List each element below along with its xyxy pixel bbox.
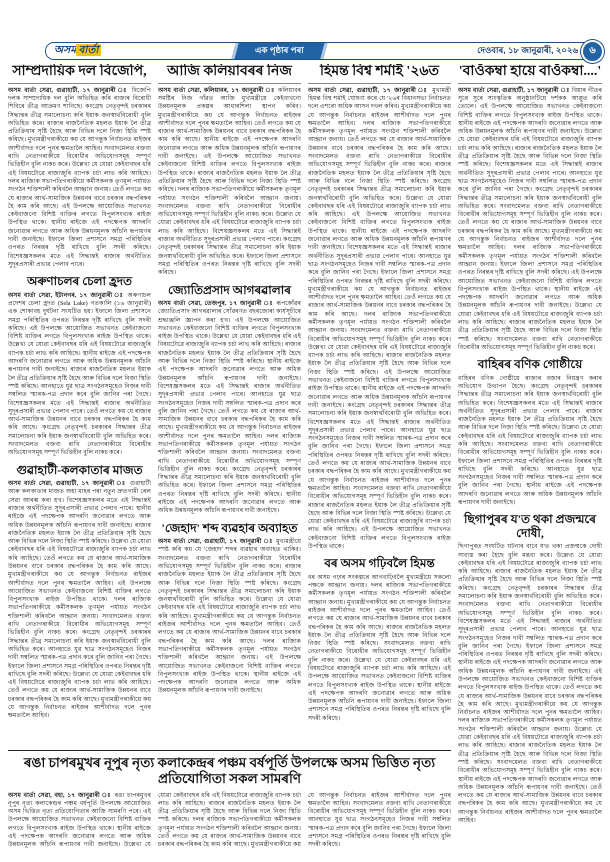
article-headline: আজি কলিয়াবৰৰ নিজ (158, 64, 301, 84)
masthead-word-2: বাৰ্তা (78, 43, 99, 56)
article-body: অসম বাৰ্তা সেৱা, গুৱাহাটী, ১৭ জানুৱাৰী ঃ গুৱাহাটী আৰু কলকাতাৰ মাজত অহা মাহৰ পৰা নতুন দ্ৰুতগামী ৰেল সেৱা আৰম্ভ কৰা হ'ব। বিশেষজ্ঞসকলৰ মতে এই সিদ্ধান্তই ৰাজ্যৰ অৰ্থনীতিত সুদূৰপ্ৰসাৰী প্ৰভাৱ পেলাব পাৰে। স্থানীয় ৰাইজে এই পদক্ষেপক আদৰণি জনোৱাৰ লগতে আৰু অধিক উন্নয়নমূলক আঁচনি ৰূপায়ণৰ দাবী জনাইছে। ৰাজ্যৰ ৰাজনৈতিক মহলত ইয়াক লৈ তীব্ৰ প্ৰতিক্ৰিয়াৰ সৃষ্টি হৈছে আৰু বিভিন্ন দলে নিজা স্থিতি স্পষ্ট কৰিছে। উল্লেখ্য যে যোৱা কেইবাবছৰ ধৰি এই বিষয়টোৱে ৰাজ্যজুৰি ব্যাপক চৰ্চা লাভ কৰি আহিছে। তেওঁ লগতে কয় যে ৰাজ্যৰ আৰ্থ-সামাজিক উন্নয়নৰ বাবে চৰকাৰ বদ্ধপৰিকৰ হৈ কাম কৰি আছে। মুখ্যমন্ত্ৰীগৰাকীয়ে কয় যে আগন্তুক নিৰ্বাচনত ৰাইজৰ আশীৰ্বাদত দলে পুনৰ ক্ষমতালৈ আহিব। এই উপলক্ষে আয়োজিত সভাখনত কেইবাজনো বিশিষ্ট ব্যক্তিৰ লগতে বিপুলসংখ্যক ৰাইজ উপস্থিত থাকে। দলৰ ৰাজ্যিক সভাপতিগৰাকীয়ে কৰ্মীসকলক তৃণমূল পৰ্যায়ত সংগঠন শক্তিশালী কৰিবলৈ আহ্বান জনায়। সংবাদমেলত বক্তব্য ৰাখি নেতাগৰাকীয়ে বিৰোধীৰ অভিযোগসমূহ সম্পূৰ্ণ ভিত্তিহীন বুলি নাকচ কৰে। কংগ্ৰেছ নেতৃবৃন্দই চৰকাৰৰ সিদ্ধান্তৰ তীব্ৰ সমালোচনা কৰি ইয়াক জনস্বাৰ্থবিৰোধী বুলি অভিহিত কৰে। আনহাতে যুৱ ছাত্ৰ সংগঠনসমূহেও নিজৰ দাবী সম্বলিত স্মাৰক-পত্ৰ প্ৰদান কৰে বুলি জানিব পৰা গৈছে। ইফালে জিলা প্ৰশাসনে সমগ্ৰ পৰিস্থিতিৰ ওপৰত নিৰন্তৰ দৃষ্টি ৰাখিছে বুলি সদৰী কৰিছে। উল্লেখ্য যে যোৱা কেইবাবছৰ ধৰি এই বিষয়টোৱে ৰাজ্যজুৰি ব্যাপক চৰ্চা লাভ কৰি আহিছে। তেওঁ লগতে কয় যে ৰাজ্যৰ আৰ্থ-সামাজিক উন্নয়নৰ বাবে চৰকাৰ বদ্ধপৰিকৰ হৈ কাম কৰি আছে। মুখ্যমন্ত্ৰীগৰাকীয়ে কয় যে আগন্তুক নিৰ্বাচনত ৰাইজৰ আশীৰ্বাদত দলে পুনৰ ক্ষমতালৈ আহিব। (8, 480, 151, 720)
header-divider-right (316, 43, 332, 59)
article-subhead: 'জেহাদ' শব্দ ব্যৱহাৰ অব্যাহত (161, 520, 298, 535)
article-body: অসম বাৰ্তা সেৱা, গুৱাহাটী, ১৭ জানুৱাৰী ঃ বিজেপি দলক সাম্প্ৰদায়িক দল বুলি অভিহিত কৰি ৰাজ্যৰ বিৰোধী শিবিৰে তীব্ৰ আক্ৰমণ শানিছে। কংগ্ৰেছ নেতৃবৃন্দই চৰকাৰৰ সিদ্ধান্তৰ তীব্ৰ সমালোচনা কৰি ইয়াক জনস্বাৰ্থবিৰোধী বুলি অভিহিত কৰে। ৰাজ্যৰ ৰাজনৈতিক মহলত ইয়াক লৈ তীব্ৰ প্ৰতিক্ৰিয়াৰ সৃষ্টি হৈছে আৰু বিভিন্ন দলে নিজা স্থিতি স্পষ্ট কৰিছে। মুখ্যমন্ত্ৰীগৰাকীয়ে কয় যে আগন্তুক নিৰ্বাচনত ৰাইজৰ আশীৰ্বাদত দলে পুনৰ ক্ষমতালৈ আহিব। সংবাদমেলত বক্তব্য ৰাখি নেতাগৰাকীয়ে বিৰোধীৰ অভিযোগসমূহ সম্পূৰ্ণ ভিত্তিহীন বুলি নাকচ কৰে। উল্লেখ্য যে যোৱা কেইবাবছৰ ধৰি এই বিষয়টোৱে ৰাজ্যজুৰি ব্যাপক চৰ্চা লাভ কৰি আহিছে। দলৰ ৰাজ্যিক সভাপতিগৰাকীয়ে কৰ্মীসকলক তৃণমূল পৰ্যায়ত সংগঠন শক্তিশালী কৰিবলৈ আহ্বান জনায়। তেওঁ লগতে কয় যে ৰাজ্যৰ আৰ্থ-সামাজিক উন্নয়নৰ বাবে চৰকাৰ বদ্ধপৰিকৰ হৈ কাম কৰি আছে। এই উপলক্ষে আয়োজিত সভাখনত কেইবাজনো বিশিষ্ট ব্যক্তিৰ লগতে বিপুলসংখ্যক ৰাইজ উপস্থিত থাকে। স্থানীয় ৰাইজে এই পদক্ষেপক আদৰণি জনোৱাৰ লগতে আৰু অধিক উন্নয়নমূলক আঁচনি ৰূপায়ণৰ দাবী জনাইছে। ইফালে জিলা প্ৰশাসনে সমগ্ৰ পৰিস্থিতিৰ ওপৰত নিৰন্তৰ দৃষ্টি ৰাখিছে বুলি সদৰী কৰিছে। বিশেষজ্ঞসকলৰ মতে এই সিদ্ধান্তই ৰাজ্যৰ অৰ্থনীতিত সুদূৰপ্ৰসাৰী প্ৰভাৱ পেলাব পাৰে। (8, 86, 151, 268)
article-body: ছিগাপুৰত সংঘটিত ঘটনাৰ বাবে য'ত থকা প্ৰজন্মকে দোষী সাব্যস্ত কৰা হৈছে বুলি মন্তব্য কৰে। উল্লেখ্য যে যোৱা কেইবাবছৰ ধৰি এই বিষয়টোৱে ৰাজ্যজুৰি ব্যাপক চৰ্চা লাভ কৰি আহিছে। ৰাজ্যৰ ৰাজনৈতিক মহলত ইয়াক লৈ তীব্ৰ প্ৰতিক্ৰিয়াৰ সৃষ্টি হৈছে আৰু বিভিন্ন দলে নিজা স্থিতি স্পষ্ট কৰিছে। কংগ্ৰেছ নেতৃবৃন্দই চৰকাৰৰ সিদ্ধান্তৰ তীব্ৰ সমালোচনা কৰি ইয়াক জনস্বাৰ্থবিৰোধী বুলি অভিহিত কৰে। সংবাদমেলত বক্তব্য ৰাখি নেতাগৰাকীয়ে বিৰোধীৰ অভিযোগসমূহ সম্পূৰ্ণ ভিত্তিহীন বুলি নাকচ কৰে। বিশেষজ্ঞসকলৰ মতে এই সিদ্ধান্তই ৰাজ্যৰ অৰ্থনীতিত সুদূৰপ্ৰসাৰী প্ৰভাৱ পেলাব পাৰে। আনহাতে যুৱ ছাত্ৰ সংগঠনসমূহেও নিজৰ দাবী সম্বলিত স্মাৰক-পত্ৰ প্ৰদান কৰে বুলি জানিব পৰা গৈছে। ইফালে জিলা প্ৰশাসনে সমগ্ৰ পৰিস্থিতিৰ ওপৰত নিৰন্তৰ দৃষ্টি ৰাখিছে বুলি সদৰী কৰিছে। স্থানীয় ৰাইজে এই পদক্ষেপক আদৰণি জনোৱাৰ লগতে আৰু অধিক উন্নয়নমূলক আঁচনি ৰূপায়ণৰ দাবী জনাইছে। এই উপলক্ষে আয়োজিত সভাখনত কেইবাজনো বিশিষ্ট ব্যক্তিৰ লগতে বিপুলসংখ্যক ৰাইজ উপস্থিত থাকে। তেওঁ লগতে কয় যে ৰাজ্যৰ আৰ্থ-সামাজিক উন্নয়নৰ বাবে চৰকাৰ বদ্ধপৰিকৰ হৈ কাম কৰি আছে। মুখ্যমন্ত্ৰীগৰাকীয়ে কয় যে আগন্তুক নিৰ্বাচনত ৰাইজৰ আশীৰ্বাদত দলে পুনৰ ক্ষমতালৈ আহিব। দলৰ ৰাজ্যিক সভাপতিগৰাকীয়ে কৰ্মীসকলক তৃণমূল পৰ্যায়ত সংগঠন শক্তিশালী কৰিবলৈ আহ্বান জনায়। উল্লেখ্য যে যোৱা কেইবাবছৰ ধৰি এই বিষয়টোৱে ৰাজ্যজুৰি ব্যাপক চৰ্চা লাভ কৰি আহিছে। ৰাজ্যৰ ৰাজনৈতিক মহলত ইয়াক লৈ তীব্ৰ প্ৰতিক্ৰিয়াৰ সৃষ্টি হৈছে আৰু বিভিন্ন দলে নিজা স্থিতি স্পষ্ট কৰিছে। সংবাদমেলত বক্তব্য ৰাখি নেতাগৰাকীয়ে বিৰোধীৰ অভিযোগসমূহ সম্পূৰ্ণ ভিত্তিহীন বুলি নাকচ কৰে। স্থানীয় ৰাইজে এই পদক্ষেপক আদৰণি জনোৱাৰ লগতে আৰু অধিক উন্নয়নমূলক আঁচনি ৰূপায়ণৰ দাবী জনাইছে। তেওঁ লগতে কয় যে ৰাজ্যৰ আৰ্থ-সামাজিক উন্নয়নৰ বাবে চৰকাৰ বদ্ধপৰিকৰ হৈ কাম কৰি আছে। মুখ্যমন্ত্ৰীগৰাকীয়ে কয় যে আগন্তুক নিৰ্বাচনত ৰাইজৰ আশীৰ্বাদত দলে পুনৰ ক্ষমতালৈ আহিব। (458, 543, 602, 825)
article-dateline: অসম বাৰ্তা সেৱা, গুৱাহাটী, ১৭ জানুৱাৰী ঃ (8, 86, 132, 94)
article-body: বৰ অসম গঢ়াৰ সংকল্পৰে আগবাঢ়িবলৈ মুখ্যমন্ত্ৰীয়ে সকলো পক্ষকে আহ্বান জনায়। দলৰ ৰাজ্যিক সভাপতিগৰাকীয়ে কৰ্মীসকলক তৃণমূল পৰ্যায়ত সংগঠন শক্তিশালী কৰিবলৈ আহ্বান জনায়। মুখ্যমন্ত্ৰীগৰাকীয়ে কয় যে আগন্তুক নিৰ্বাচনত ৰাইজৰ আশীৰ্বাদত দলে পুনৰ ক্ষমতালৈ আহিব। তেওঁ লগতে কয় যে ৰাজ্যৰ আৰ্থ-সামাজিক উন্নয়নৰ বাবে চৰকাৰ বদ্ধপৰিকৰ হৈ কাম কৰি আছে। ৰাজ্যৰ ৰাজনৈতিক মহলত ইয়াক লৈ তীব্ৰ প্ৰতিক্ৰিয়াৰ সৃষ্টি হৈছে আৰু বিভিন্ন দলে নিজা স্থিতি স্পষ্ট কৰিছে। সংবাদমেলত বক্তব্য ৰাখি নেতাগৰাকীয়ে বিৰোধীৰ অভিযোগসমূহ সম্পূৰ্ণ ভিত্তিহীন বুলি নাকচ কৰে। উল্লেখ্য যে যোৱা কেইবাবছৰ ধৰি এই বিষয়টোৱে ৰাজ্যজুৰি ব্যাপক চৰ্চা লাভ কৰি আহিছে। এই উপলক্ষে আয়োজিত সভাখনত কেইবাজনো বিশিষ্ট ব্যক্তিৰ লগতে বিপুলসংখ্যক ৰাইজ উপস্থিত থাকে। স্থানীয় ৰাইজে এই পদক্ষেপক আদৰণি জনোৱাৰ লগতে আৰু অধিক উন্নয়নমূলক আঁচনি ৰূপায়ণৰ দাবী জনাইছে। ইফালে জিলা প্ৰশাসনে সমগ্ৰ পৰিস্থিতিৰ ওপৰত নিৰন্তৰ দৃষ্টি ৰাখিছে বুলি সদৰী কৰিছে। (308, 573, 451, 722)
article-dateline: অসম বাৰ্তা সেৱা, বহা, ১৭ জানুৱাৰী ঃ (8, 791, 115, 799)
banner-body (8, 792, 451, 851)
article-dateline: অসম বাৰ্তা সেৱা, ইটানগৰ, ১৭ জানুৱাৰী ঃ (8, 291, 128, 299)
column-2 (158, 64, 301, 747)
bottom-banner-article (8, 750, 451, 856)
masthead (46, 43, 227, 59)
article-subhead: বাহিৰৰ বণিক গোষ্ঠীয়ে (477, 357, 583, 372)
page-header-strip (45, 42, 595, 60)
masthead-logo-text (54, 43, 101, 60)
article-headline: হিমন্ত বিশ্ব শৰ্মাই '২৬ত (308, 64, 451, 84)
article-dateline: অসম বাৰ্তা সেৱা, কলিয়াবৰ, ১৭ জানুৱাৰী ঃ (158, 86, 278, 94)
left-section (8, 64, 451, 856)
header-divider-left (227, 43, 243, 59)
article-dateline: অসম বাৰ্তা সেৱা, গুৱাহাটী, ১৭ জানুৱাৰী ঃ (308, 86, 433, 94)
article-dateline: অসম বাৰ্তা সেৱা, গুৱাহাটী, ১৭ জানুৱাৰী ঃ (158, 538, 277, 546)
banner-headline: ৰঙা চাপৰমুখৰ নূপুৰ নৃত্য কলাকেন্দ্ৰৰ পঞ্চম বৰ্ষপূৰ্তি উপলক্ষে অসম ভিত্তিত নৃত্য প্ৰতিযোগিতা সকল সামৰণি (23, 755, 436, 787)
article-body: অসম বাৰ্তা সেৱা, গুৱাহাটী, ১৭ জানুৱাৰী ঃ মুখ্যমন্ত্ৰী হিমন্ত বিশ্ব শৰ্মাই ঘোষণা কৰে যে '২৬ৰ বিধানসভা নিৰ্বাচনত দলে এশৰো অধিক আসন দখল কৰিব। মুখ্যমন্ত্ৰীগৰাকীয়ে কয় যে আগন্তুক নিৰ্বাচনত ৰাইজৰ আশীৰ্বাদত দলে পুনৰ ক্ষমতালৈ আহিব। দলৰ ৰাজ্যিক সভাপতিগৰাকীয়ে কৰ্মীসকলক তৃণমূল পৰ্যায়ত সংগঠন শক্তিশালী কৰিবলৈ আহ্বান জনায়। তেওঁ লগতে কয় যে ৰাজ্যৰ আৰ্থ-সামাজিক উন্নয়নৰ বাবে চৰকাৰ বদ্ধপৰিকৰ হৈ কাম কৰি আছে। সংবাদমেলত বক্তব্য ৰাখি নেতাগৰাকীয়ে বিৰোধীৰ অভিযোগসমূহ সম্পূৰ্ণ ভিত্তিহীন বুলি নাকচ কৰে। ৰাজ্যৰ ৰাজনৈতিক মহলত ইয়াক লৈ তীব্ৰ প্ৰতিক্ৰিয়াৰ সৃষ্টি হৈছে আৰু বিভিন্ন দলে নিজা স্থিতি স্পষ্ট কৰিছে। কংগ্ৰেছ নেতৃবৃন্দই চৰকাৰৰ সিদ্ধান্তৰ তীব্ৰ সমালোচনা কৰি ইয়াক জনস্বাৰ্থবিৰোধী বুলি অভিহিত কৰে। উল্লেখ্য যে যোৱা কেইবাবছৰ ধৰি এই বিষয়টোৱে ৰাজ্যজুৰি ব্যাপক চৰ্চা লাভ কৰি আহিছে। এই উপলক্ষে আয়োজিত সভাখনত কেইবাজনো বিশিষ্ট ব্যক্তিৰ লগতে বিপুলসংখ্যক ৰাইজ উপস্থিত থাকে। স্থানীয় ৰাইজে এই পদক্ষেপক আদৰণি জনোৱাৰ লগতে আৰু অধিক উন্নয়নমূলক আঁচনি ৰূপায়ণৰ দাবী জনাইছে। বিশেষজ্ঞসকলৰ মতে এই সিদ্ধান্তই ৰাজ্যৰ অৰ্থনীতিত সুদূৰপ্ৰসাৰী প্ৰভাৱ পেলাব পাৰে। আনহাতে যুৱ ছাত্ৰ সংগঠনসমূহেও নিজৰ দাবী সম্বলিত স্মাৰক-পত্ৰ প্ৰদান কৰে বুলি জানিব পৰা গৈছে। ইফালে জিলা প্ৰশাসনে সমগ্ৰ পৰিস্থিতিৰ ওপৰত নিৰন্তৰ দৃষ্টি ৰাখিছে বুলি সদৰী কৰিছে। মুখ্যমন্ত্ৰীগৰাকীয়ে কয় যে আগন্তুক নিৰ্বাচনত ৰাইজৰ আশীৰ্বাদত দলে পুনৰ ক্ষমতালৈ আহিব। তেওঁ লগতে কয় যে ৰাজ্যৰ আৰ্থ-সামাজিক উন্নয়নৰ বাবে চৰকাৰ বদ্ধপৰিকৰ হৈ কাম কৰি আছে। দলৰ ৰাজ্যিক সভাপতিগৰাকীয়ে কৰ্মীসকলক তৃণমূল পৰ্যায়ত সংগঠন শক্তিশালী কৰিবলৈ আহ্বান জনায়। সংবাদমেলত বক্তব্য ৰাখি নেতাগৰাকীয়ে বিৰোধীৰ অভিযোগসমূহ সম্পূৰ্ণ ভিত্তিহীন বুলি নাকচ কৰে। উল্লেখ্য যে যোৱা কেইবাবছৰ ধৰি এই বিষয়টোৱে ৰাজ্যজুৰি ব্যাপক চৰ্চা লাভ কৰি আহিছে। ৰাজ্যৰ ৰাজনৈতিক মহলত ইয়াক লৈ তীব্ৰ প্ৰতিক্ৰিয়াৰ সৃষ্টি হৈছে আৰু বিভিন্ন দলে নিজা স্থিতি স্পষ্ট কৰিছে। এই উপলক্ষে আয়োজিত সভাখনত কেইবাজনো বিশিষ্ট ব্যক্তিৰ লগতে বিপুলসংখ্যক ৰাইজ উপস্থিত থাকে। স্থানীয় ৰাইজে এই পদক্ষেপক আদৰণি জনোৱাৰ লগতে আৰু অধিক উন্নয়নমূলক আঁচনি ৰূপায়ণৰ দাবী জনাইছে। কংগ্ৰেছ নেতৃবৃন্দই চৰকাৰৰ সিদ্ধান্তৰ তীব্ৰ সমালোচনা কৰি ইয়াক জনস্বাৰ্থবিৰোধী বুলি অভিহিত কৰে। বিশেষজ্ঞসকলৰ মতে এই সিদ্ধান্তই ৰাজ্যৰ অৰ্থনীতিত সুদূৰপ্ৰসাৰী প্ৰভাৱ পেলাব পাৰে। আনহাতে যুৱ ছাত্ৰ সংগঠনসমূহেও নিজৰ দাবী সম্বলিত স্মাৰক-পত্ৰ প্ৰদান কৰে বুলি জানিব পৰা গৈছে। ইফালে জিলা প্ৰশাসনে সমগ্ৰ পৰিস্থিতিৰ ওপৰত নিৰন্তৰ দৃষ্টি ৰাখিছে বুলি সদৰী কৰিছে। তেওঁ লগতে কয় যে ৰাজ্যৰ আৰ্থ-সামাজিক উন্নয়নৰ বাবে চৰকাৰ বদ্ধপৰিকৰ হৈ কাম কৰি আছে। মুখ্যমন্ত্ৰীগৰাকীয়ে কয় যে আগন্তুক নিৰ্বাচনত ৰাইজৰ আশীৰ্বাদত দলে পুনৰ ক্ষমতালৈ আহিব। সংবাদমেলত বক্তব্য ৰাখি নেতাগৰাকীয়ে বিৰোধীৰ অভিযোগসমূহ সম্পূৰ্ণ ভিত্তিহীন বুলি নাকচ কৰে। ৰাজ্যৰ ৰাজনৈতিক মহলত ইয়াক লৈ তীব্ৰ প্ৰতিক্ৰিয়াৰ সৃষ্টি হৈছে আৰু বিভিন্ন দলে নিজা স্থিতি স্পষ্ট কৰিছে। উল্লেখ্য যে যোৱা কেইবাবছৰ ধৰি এই বিষয়টোৱে ৰাজ্যজুৰি ব্যাপক চৰ্চা লাভ কৰি আহিছে। এই উপলক্ষে আয়োজিত সভাখনত কেইবাজনো বিশিষ্ট ব্যক্তিৰ লগতে বিপুলসংখ্যক ৰাইজ উপস্থিত থাকে। (308, 86, 451, 550)
content-area (8, 64, 602, 856)
column-3 (308, 64, 451, 747)
article-dateline: অসম বাৰ্তা সেৱা, গুৱাহাটী, ১৭ জানুৱাৰী ঃ (458, 86, 572, 94)
column-4 (458, 64, 602, 856)
article-dateline: অসম বাৰ্তা সেৱা, তেজপুৰ, ১৭ জানুৱাৰী ঃ (158, 299, 277, 307)
article-subhead: বৰ অসম গঢ়িবলৈ হিমন্ত (324, 556, 435, 571)
section-label: এক পৃষ্ঠাৰ পৰা (243, 43, 316, 59)
article-subhead: ছিগাপুৰৰ য'ত থকা প্ৰজন্মৰে দোষী, (464, 512, 596, 540)
article-dateline: অসম বাৰ্তা সেৱা, গুৱাহাটী, ১৭ জানুৱাৰী ঃ (8, 480, 130, 488)
article-subhead: জ্যোতিপ্ৰসাদ আগৰৱালাৰ (168, 282, 291, 297)
column-1 (8, 64, 151, 747)
article-subhead: অৰুণাচলৰ চেলা হ্ৰদত (26, 274, 133, 289)
article-body: অসম বাৰ্তা সেৱা, কলিয়াবৰ, ১৭ জানুৱাৰী ঃ কলিয়াবৰ সমষ্টিৰ নিজ গাঁৱত আজি মুখ্যমন্ত্ৰীয়ে কেইবাখনো উন্নয়নমূলক প্ৰকল্পৰ আধাৰশিলা স্থাপন কৰিব। মুখ্যমন্ত্ৰীগৰাকীয়ে কয় যে আগন্তুক নিৰ্বাচনত ৰাইজৰ আশীৰ্বাদত দলে পুনৰ ক্ষমতালৈ আহিব। তেওঁ লগতে কয় যে ৰাজ্যৰ আৰ্থ-সামাজিক উন্নয়নৰ বাবে চৰকাৰ বদ্ধপৰিকৰ হৈ কাম কৰি আছে। স্থানীয় ৰাইজে এই পদক্ষেপক আদৰণি জনোৱাৰ লগতে আৰু অধিক উন্নয়নমূলক আঁচনি ৰূপায়ণৰ দাবী জনাইছে। এই উপলক্ষে আয়োজিত সভাখনত কেইবাজনো বিশিষ্ট ব্যক্তিৰ লগতে বিপুলসংখ্যক ৰাইজ উপস্থিত থাকে। ৰাজ্যৰ ৰাজনৈতিক মহলত ইয়াক লৈ তীব্ৰ প্ৰতিক্ৰিয়াৰ সৃষ্টি হৈছে আৰু বিভিন্ন দলে নিজা স্থিতি স্পষ্ট কৰিছে। দলৰ ৰাজ্যিক সভাপতিগৰাকীয়ে কৰ্মীসকলক তৃণমূল পৰ্যায়ত সংগঠন শক্তিশালী কৰিবলৈ আহ্বান জনায়। সংবাদমেলত বক্তব্য ৰাখি নেতাগৰাকীয়ে বিৰোধীৰ অভিযোগসমূহ সম্পূৰ্ণ ভিত্তিহীন বুলি নাকচ কৰে। উল্লেখ্য যে যোৱা কেইবাবছৰ ধৰি এই বিষয়টোৱে ৰাজ্যজুৰি ব্যাপক চৰ্চা লাভ কৰি আহিছে। বিশেষজ্ঞসকলৰ মতে এই সিদ্ধান্তই ৰাজ্যৰ অৰ্থনীতিত সুদূৰপ্ৰসাৰী প্ৰভাৱ পেলাব পাৰে। কংগ্ৰেছ নেতৃবৃন্দই চৰকাৰৰ সিদ্ধান্তৰ তীব্ৰ সমালোচনা কৰি ইয়াক জনস্বাৰ্থবিৰোধী বুলি অভিহিত কৰে। ইফালে জিলা প্ৰশাসনে সমগ্ৰ পৰিস্থিতিৰ ওপৰত নিৰন্তৰ দৃষ্টি ৰাখিছে বুলি সদৰী কৰিছে। (158, 86, 301, 277)
article-headline: সাম্প্ৰদায়িক দল বিজেপি, (8, 64, 151, 84)
article-body: অসম বাৰ্তা সেৱা, গুৱাহাটী, ১৭ জানুৱাৰী ঃ বিয়াৰ গীতৰ সুৰে সুৰে সাংস্কৃতিক অনুষ্ঠানটিয়ে দৰ্শকক আপ্লুত কৰি তোলে। এই উপলক্ষে আয়োজিত সভাখনত কেইবাজনো বিশিষ্ট ব্যক্তিৰ লগতে বিপুলসংখ্যক ৰাইজ উপস্থিত থাকে। স্থানীয় ৰাইজে এই পদক্ষেপক আদৰণি জনোৱাৰ লগতে আৰু অধিক উন্নয়নমূলক আঁচনি ৰূপায়ণৰ দাবী জনাইছে। উল্লেখ্য যে যোৱা কেইবাবছৰ ধৰি এই বিষয়টোৱে ৰাজ্যজুৰি ব্যাপক চৰ্চা লাভ কৰি আহিছে। ৰাজ্যৰ ৰাজনৈতিক মহলত ইয়াক লৈ তীব্ৰ প্ৰতিক্ৰিয়াৰ সৃষ্টি হৈছে আৰু বিভিন্ন দলে নিজা স্থিতি স্পষ্ট কৰিছে। বিশেষজ্ঞসকলৰ মতে এই সিদ্ধান্তই ৰাজ্যৰ অৰ্থনীতিত সুদূৰপ্ৰসাৰী প্ৰভাৱ পেলাব পাৰে। আনহাতে যুৱ ছাত্ৰ সংগঠনসমূহেও নিজৰ দাবী সম্বলিত স্মাৰক-পত্ৰ প্ৰদান কৰে বুলি জানিব পৰা গৈছে। কংগ্ৰেছ নেতৃবৃন্দই চৰকাৰৰ সিদ্ধান্তৰ তীব্ৰ সমালোচনা কৰি ইয়াক জনস্বাৰ্থবিৰোধী বুলি অভিহিত কৰে। সংবাদমেলত বক্তব্য ৰাখি নেতাগৰাকীয়ে বিৰোধীৰ অভিযোগসমূহ সম্পূৰ্ণ ভিত্তিহীন বুলি নাকচ কৰে। তেওঁ লগতে কয় যে ৰাজ্যৰ আৰ্থ-সামাজিক উন্নয়নৰ বাবে চৰকাৰ বদ্ধপৰিকৰ হৈ কাম কৰি আছে। মুখ্যমন্ত্ৰীগৰাকীয়ে কয় যে আগন্তুক নিৰ্বাচনত ৰাইজৰ আশীৰ্বাদত দলে পুনৰ ক্ষমতালৈ আহিব। দলৰ ৰাজ্যিক সভাপতিগৰাকীয়ে কৰ্মীসকলক তৃণমূল পৰ্যায়ত সংগঠন শক্তিশালী কৰিবলৈ আহ্বান জনায়। ইফালে জিলা প্ৰশাসনে সমগ্ৰ পৰিস্থিতিৰ ওপৰত নিৰন্তৰ দৃষ্টি ৰাখিছে বুলি সদৰী কৰিছে। এই উপলক্ষে আয়োজিত সভাখনত কেইবাজনো বিশিষ্ট ব্যক্তিৰ লগতে বিপুলসংখ্যক ৰাইজ উপস্থিত থাকে। স্থানীয় ৰাইজে এই পদক্ষেপক আদৰণি জনোৱাৰ লগতে আৰু অধিক উন্নয়নমূলক আঁচনি ৰূপায়ণৰ দাবী জনাইছে। উল্লেখ্য যে যোৱা কেইবাবছৰ ধৰি এই বিষয়টোৱে ৰাজ্যজুৰি ব্যাপক চৰ্চা লাভ কৰি আহিছে। ৰাজ্যৰ ৰাজনৈতিক মহলত ইয়াক লৈ তীব্ৰ প্ৰতিক্ৰিয়াৰ সৃষ্টি হৈছে আৰু বিভিন্ন দলে নিজা স্থিতি স্পষ্ট কৰিছে। সংবাদমেলত বক্তব্য ৰাখি নেতাগৰাকীয়ে বিৰোধীৰ অভিযোগসমূহ সম্পূৰ্ণ ভিত্তিহীন বুলি নাকচ কৰে। (458, 86, 602, 351)
article-body: অসম বাৰ্তা সেৱা, তেজপুৰ, ১৭ জানুৱাৰী ঃ ৰূপকোঁৱৰ জ্যোতিপ্ৰসাদ আগৰৱালাৰ সোঁৱৰণত বছৰজোৰা কাৰ্যসূচীৰে শ্ৰদ্ধাঞ্জলি জ্ঞাপন কৰা হ'ব। এই উপলক্ষে আয়োজিত সভাখনত কেইবাজনো বিশিষ্ট ব্যক্তিৰ লগতে বিপুলসংখ্যক ৰাইজ উপস্থিত থাকে। উল্লেখ্য যে যোৱা কেইবাবছৰ ধৰি এই বিষয়টোৱে ৰাজ্যজুৰি ব্যাপক চৰ্চা লাভ কৰি আহিছে। ৰাজ্যৰ ৰাজনৈতিক মহলত ইয়াক লৈ তীব্ৰ প্ৰতিক্ৰিয়াৰ সৃষ্টি হৈছে আৰু বিভিন্ন দলে নিজা স্থিতি স্পষ্ট কৰিছে। স্থানীয় ৰাইজে এই পদক্ষেপক আদৰণি জনোৱাৰ লগতে আৰু অধিক উন্নয়নমূলক আঁচনি ৰূপায়ণৰ দাবী জনাইছে। বিশেষজ্ঞসকলৰ মতে এই সিদ্ধান্তই ৰাজ্যৰ অৰ্থনীতিত সুদূৰপ্ৰসাৰী প্ৰভাৱ পেলাব পাৰে। আনহাতে যুৱ ছাত্ৰ সংগঠনসমূহেও নিজৰ দাবী সম্বলিত স্মাৰক-পত্ৰ প্ৰদান কৰে বুলি জানিব পৰা গৈছে। তেওঁ লগতে কয় যে ৰাজ্যৰ আৰ্থ-সামাজিক উন্নয়নৰ বাবে চৰকাৰ বদ্ধপৰিকৰ হৈ কাম কৰি আছে। মুখ্যমন্ত্ৰীগৰাকীয়ে কয় যে আগন্তুক নিৰ্বাচনত ৰাইজৰ আশীৰ্বাদত দলে পুনৰ ক্ষমতালৈ আহিব। দলৰ ৰাজ্যিক সভাপতিগৰাকীয়ে কৰ্মীসকলক তৃণমূল পৰ্যায়ত সংগঠন শক্তিশালী কৰিবলৈ আহ্বান জনায়। সংবাদমেলত বক্তব্য ৰাখি নেতাগৰাকীয়ে বিৰোধীৰ অভিযোগসমূহ সম্পূৰ্ণ ভিত্তিহীন বুলি নাকচ কৰে। কংগ্ৰেছ নেতৃবৃন্দই চৰকাৰৰ সিদ্ধান্তৰ তীব্ৰ সমালোচনা কৰি ইয়াক জনস্বাৰ্থবিৰোধী বুলি অভিহিত কৰে। ইফালে জিলা প্ৰশাসনে সমগ্ৰ পৰিস্থিতিৰ ওপৰত নিৰন্তৰ দৃষ্টি ৰাখিছে বুলি সদৰী কৰিছে। স্থানীয় ৰাইজে এই পদক্ষেপক আদৰণি জনোৱাৰ লগতে আৰু অধিক উন্নয়নমূলক আঁচনি ৰূপায়ণৰ দাবী জনাইছে। (158, 299, 301, 515)
page-number-badge: ৬ (581, 40, 604, 63)
article-body: অসম বাৰ্তা সেৱা, ইটানগৰ, ১৭ জানুৱাৰী ঃ অৰুণাচল প্ৰদেশৰ চেলা হ্ৰদত (Sela Lake) গতকালি (১৬ জানুৱাৰী) এক শোকাবহ দুৰ্ঘটনা সংঘটিত হয়। ইফালে জিলা প্ৰশাসনে সমগ্ৰ পৰিস্থিতিৰ ওপৰত নিৰন্তৰ দৃষ্টি ৰাখিছে বুলি সদৰী কৰিছে। এই উপলক্ষে আয়োজিত সভাখনত কেইবাজনো বিশিষ্ট ব্যক্তিৰ লগতে বিপুলসংখ্যক ৰাইজ উপস্থিত থাকে। উল্লেখ্য যে যোৱা কেইবাবছৰ ধৰি এই বিষয়টোৱে ৰাজ্যজুৰি ব্যাপক চৰ্চা লাভ কৰি আহিছে। স্থানীয় ৰাইজে এই পদক্ষেপক আদৰণি জনোৱাৰ লগতে আৰু অধিক উন্নয়নমূলক আঁচনি ৰূপায়ণৰ দাবী জনাইছে। ৰাজ্যৰ ৰাজনৈতিক মহলত ইয়াক লৈ তীব্ৰ প্ৰতিক্ৰিয়াৰ সৃষ্টি হৈছে আৰু বিভিন্ন দলে নিজা স্থিতি স্পষ্ট কৰিছে। আনহাতে যুৱ ছাত্ৰ সংগঠনসমূহেও নিজৰ দাবী সম্বলিত স্মাৰক-পত্ৰ প্ৰদান কৰে বুলি জানিব পৰা গৈছে। বিশেষজ্ঞসকলৰ মতে এই সিদ্ধান্তই ৰাজ্যৰ অৰ্থনীতিত সুদূৰপ্ৰসাৰী প্ৰভাৱ পেলাব পাৰে। তেওঁ লগতে কয় যে ৰাজ্যৰ আৰ্থ-সামাজিক উন্নয়নৰ বাবে চৰকাৰ বদ্ধপৰিকৰ হৈ কাম কৰি আছে। কংগ্ৰেছ নেতৃবৃন্দই চৰকাৰৰ সিদ্ধান্তৰ তীব্ৰ সমালোচনা কৰি ইয়াক জনস্বাৰ্থবিৰোধী বুলি অভিহিত কৰে। সংবাদমেলত বক্তব্য ৰাখি নেতাগৰাকীয়ে বিৰোধীৰ অভিযোগসমূহ সম্পূৰ্ণ ভিত্তিহীন বুলি নাকচ কৰে। (8, 291, 151, 457)
article-body: অসম বাৰ্তা সেৱা, বহা, ১৭ জানুৱাৰী ঃ ৰঙা চাপৰমুখৰ নূপুৰ নৃত্য কলাকেন্দ্ৰৰ পঞ্চম বৰ্ষপূৰ্তি উপলক্ষে আয়োজিত অসম ভিত্তিত নৃত্য প্ৰতিযোগিতাৰ আজি সামৰণি পৰে। এই উপলক্ষে আয়োজিত সভাখনত কেইবাজনো বিশিষ্ট ব্যক্তিৰ লগতে বিপুলসংখ্যক ৰাইজ উপস্থিত থাকে। স্থানীয় ৰাইজে এই পদক্ষেপক আদৰণি জনোৱাৰ লগতে আৰু অধিক উন্নয়নমূলক আঁচনি ৰূপায়ণৰ দাবী জনাইছে। উল্লেখ্য যে যোৱা কেইবাবছৰ ধৰি এই বিষয়টোৱে ৰাজ্যজুৰি ব্যাপক চৰ্চা লাভ কৰি আহিছে। ৰাজ্যৰ ৰাজনৈতিক মহলত ইয়াক লৈ তীব্ৰ প্ৰতিক্ৰিয়াৰ সৃষ্টি হৈছে আৰু বিভিন্ন দলে নিজা স্থিতি স্পষ্ট কৰিছে। দলৰ ৰাজ্যিক সভাপতিগৰাকীয়ে কৰ্মীসকলক তৃণমূল পৰ্যায়ত সংগঠন শক্তিশালী কৰিবলৈ আহ্বান জনায়। তেওঁ লগতে কয় যে ৰাজ্যৰ আৰ্থ-সামাজিক উন্নয়নৰ বাবে চৰকাৰ বদ্ধপৰিকৰ হৈ কাম কৰি আছে। মুখ্যমন্ত্ৰীগৰাকীয়ে কয় যে আগন্তুক নিৰ্বাচনত ৰাইজৰ আশীৰ্বাদত দলে পুনৰ ক্ষমতালৈ আহিব। সংবাদমেলত বক্তব্য ৰাখি নেতাগৰাকীয়ে বিৰোধীৰ অভিযোগসমূহ সম্পূৰ্ণ ভিত্তিহীন বুলি নাকচ কৰে। আনহাতে যুৱ ছাত্ৰ সংগঠনসমূহেও নিজৰ দাবী সম্বলিত স্মাৰক-পত্ৰ প্ৰদান কৰে বুলি জানিব পৰা গৈছে। ইফালে জিলা প্ৰশাসনে সমগ্ৰ পৰিস্থিতিৰ ওপৰত নিৰন্তৰ দৃষ্টি ৰাখিছে বুলি সদৰী কৰিছে। (8, 791, 451, 849)
article-subhead: গুৱাহাটী-কলকাতাৰ মাজত (16, 462, 143, 477)
masthead-word-1: অসম (54, 43, 77, 56)
article-body: বাহিৰৰ বণিক গোষ্ঠীয়ে ৰাজ্যৰ বজাৰ নিয়ন্ত্ৰণ কৰাৰ অভিযোগ উত্থাপন হৈছে। কংগ্ৰেছ নেতৃবৃন্দই চৰকাৰৰ সিদ্ধান্তৰ তীব্ৰ সমালোচনা কৰি ইয়াক জনস্বাৰ্থবিৰোধী বুলি অভিহিত কৰে। বিশেষজ্ঞসকলৰ মতে এই সিদ্ধান্তই ৰাজ্যৰ অৰ্থনীতিত সুদূৰপ্ৰসাৰী প্ৰভাৱ পেলাব পাৰে। ৰাজ্যৰ ৰাজনৈতিক মহলত ইয়াক লৈ তীব্ৰ প্ৰতিক্ৰিয়াৰ সৃষ্টি হৈছে আৰু বিভিন্ন দলে নিজা স্থিতি স্পষ্ট কৰিছে। উল্লেখ্য যে যোৱা কেইবাবছৰ ধৰি এই বিষয়টোৱে ৰাজ্যজুৰি ব্যাপক চৰ্চা লাভ কৰি আহিছে। সংবাদমেলত বক্তব্য ৰাখি নেতাগৰাকীয়ে বিৰোধীৰ অভিযোগসমূহ সম্পূৰ্ণ ভিত্তিহীন বুলি নাকচ কৰে। ইফালে জিলা প্ৰশাসনে সমগ্ৰ পৰিস্থিতিৰ ওপৰত নিৰন্তৰ দৃষ্টি ৰাখিছে বুলি সদৰী কৰিছে। আনহাতে যুৱ ছাত্ৰ সংগঠনসমূহেও নিজৰ দাবী সম্বলিত স্মাৰক-পত্ৰ প্ৰদান কৰে বুলি জানিব পৰা গৈছে। স্থানীয় ৰাইজে এই পদক্ষেপক আদৰণি জনোৱাৰ লগতে আৰু অধিক উন্নয়নমূলক আঁচনি ৰূপায়ণৰ দাবী জনাইছে। (458, 374, 602, 507)
article-body: অসম বাৰ্তা সেৱা, গুৱাহাটী, ১৭ জানুৱাৰী ঃ মুখ্যমন্ত্ৰীয়ে স্পষ্ট কৰি কয় যে 'জেহাদ' শব্দৰ ব্যৱহাৰ অব্যাহত থাকিব। সংবাদমেলত বক্তব্য ৰাখি নেতাগৰাকীয়ে বিৰোধীৰ অভিযোগসমূহ সম্পূৰ্ণ ভিত্তিহীন বুলি নাকচ কৰে। ৰাজ্যৰ ৰাজনৈতিক মহলত ইয়াক লৈ তীব্ৰ প্ৰতিক্ৰিয়াৰ সৃষ্টি হৈছে আৰু বিভিন্ন দলে নিজা স্থিতি স্পষ্ট কৰিছে। কংগ্ৰেছ নেতৃবৃন্দই চৰকাৰৰ সিদ্ধান্তৰ তীব্ৰ সমালোচনা কৰি ইয়াক জনস্বাৰ্থবিৰোধী বুলি অভিহিত কৰে। উল্লেখ্য যে যোৱা কেইবাবছৰ ধৰি এই বিষয়টোৱে ৰাজ্যজুৰি ব্যাপক চৰ্চা লাভ কৰি আহিছে। মুখ্যমন্ত্ৰীগৰাকীয়ে কয় যে আগন্তুক নিৰ্বাচনত ৰাইজৰ আশীৰ্বাদত দলে পুনৰ ক্ষমতালৈ আহিব। তেওঁ লগতে কয় যে ৰাজ্যৰ আৰ্থ-সামাজিক উন্নয়নৰ বাবে চৰকাৰ বদ্ধপৰিকৰ হৈ কাম কৰি আছে। দলৰ ৰাজ্যিক সভাপতিগৰাকীয়ে কৰ্মীসকলক তৃণমূল পৰ্যায়ত সংগঠন শক্তিশালী কৰিবলৈ আহ্বান জনায়। এই উপলক্ষে আয়োজিত সভাখনত কেইবাজনো বিশিষ্ট ব্যক্তিৰ লগতে বিপুলসংখ্যক ৰাইজ উপস্থিত থাকে। স্থানীয় ৰাইজে এই পদক্ষেপক আদৰণি জনোৱাৰ লগতে আৰু অধিক উন্নয়নমূলক আঁচনি ৰূপায়ণৰ দাবী জনাইছে। (158, 538, 301, 695)
columns-1-3 (8, 64, 451, 747)
article-headline: 'বাওঁকম্বা হায়ে বাওঁকম্বা....' (458, 64, 602, 84)
date-label: দেওবাৰ, ১৮ জানুৱাৰী, ২০২৬ (332, 43, 594, 59)
